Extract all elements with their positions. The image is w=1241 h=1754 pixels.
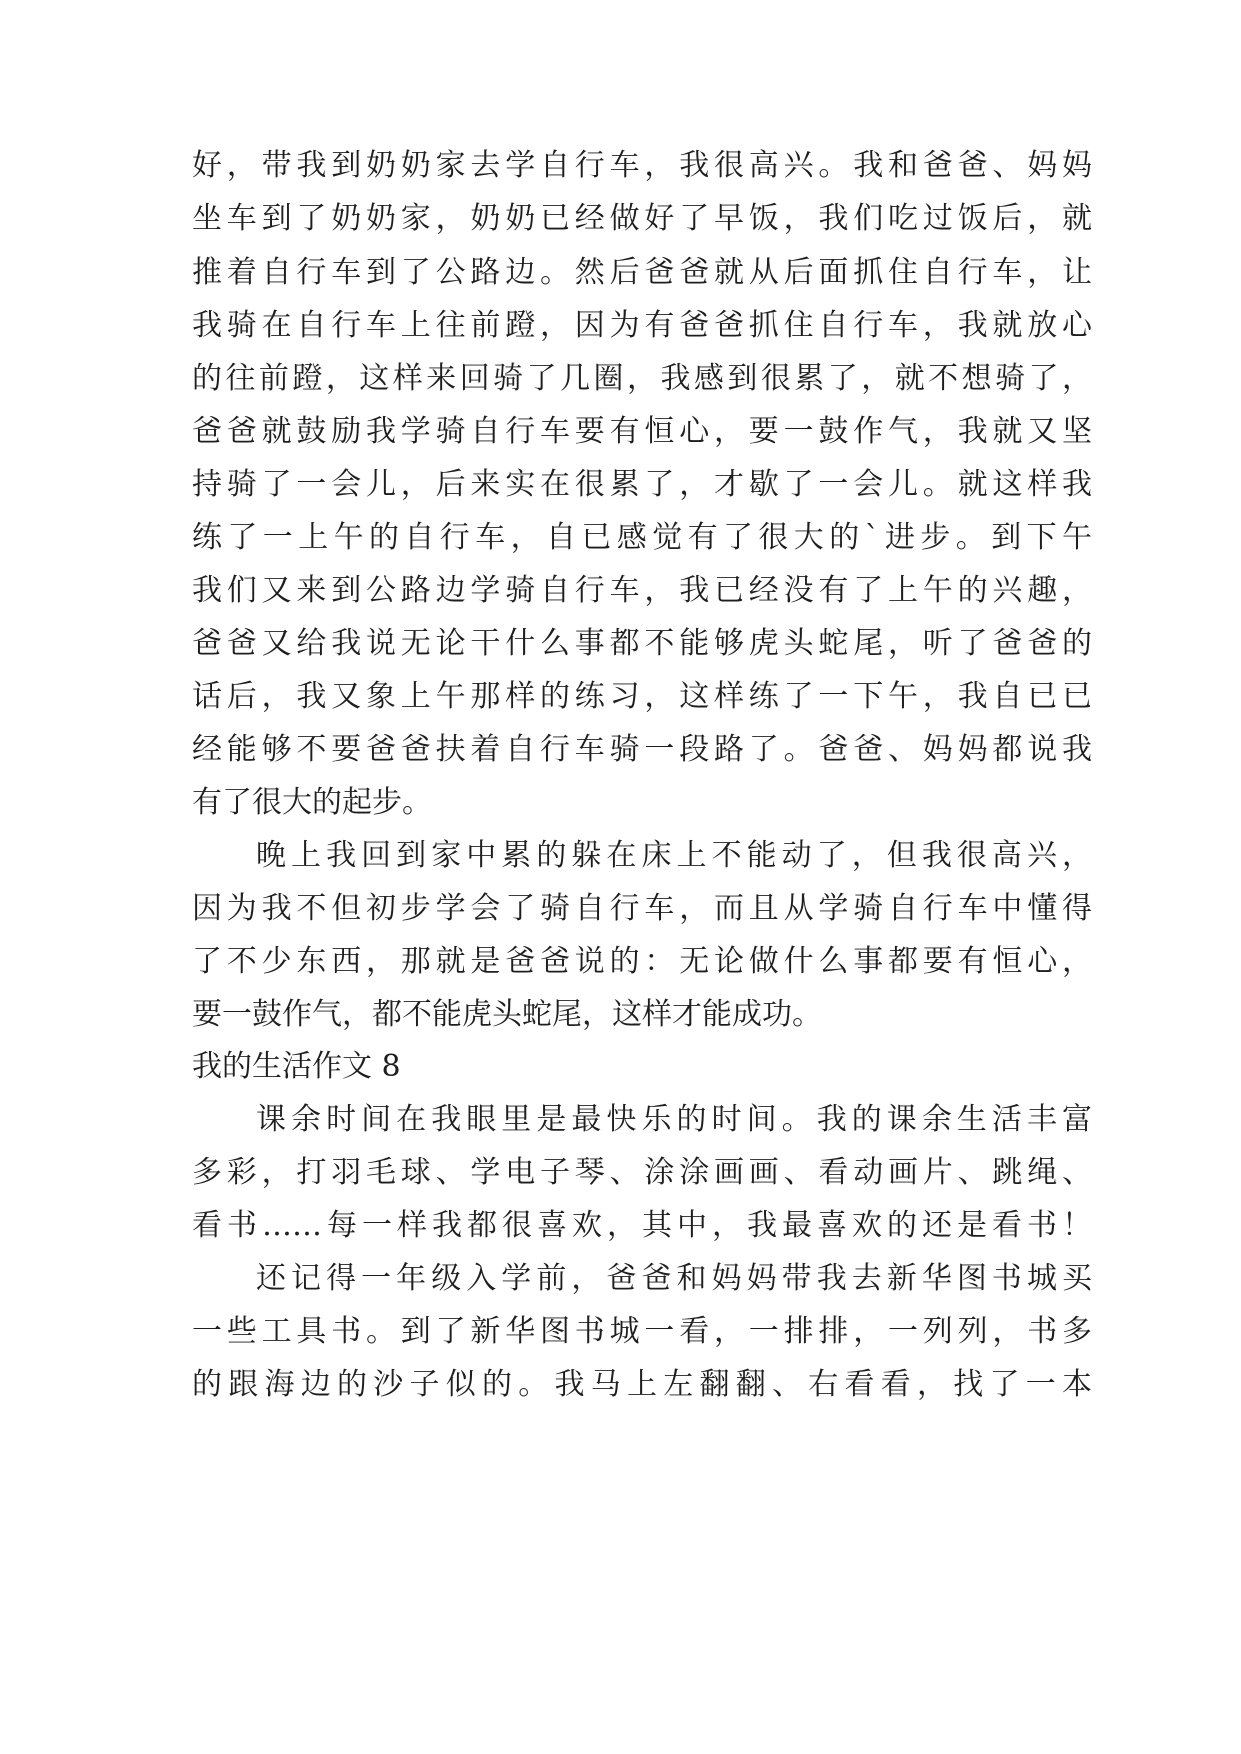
text-line: 爸爸又给我说无论干什么事都不能够虎头蛇尾，听了爸爸的	[192, 626, 1092, 661]
text-line: 看书……每一样我都很喜欢，其中，我最喜欢的还是看书！	[192, 1208, 1092, 1243]
text-line: 坐车到了奶奶家，奶奶已经做好了早饭，我们吃过饭后，就	[192, 201, 1092, 236]
text-line: 练了一上午的自行车，自已感觉有了很大的`进步。到下午	[192, 520, 1092, 555]
text-line: 持骑了一会儿，后来实在很累了，才歇了一会儿。就这样我	[192, 467, 1092, 502]
paragraph-first-line: 还记得一年级入学前，爸爸和妈妈带我去新华图书城买	[256, 1261, 1092, 1296]
text-line: 话后，我又象上午那样的练习，这样练了一下午，我自已已	[192, 679, 1092, 714]
text-line: 经能够不要爸爸扶着自行车骑一段路了。爸爸、妈妈都说我	[192, 732, 1092, 767]
section-heading: 我的生活作文 8	[192, 1049, 401, 1084]
text-line: 推着自行车到了公路边。然后爸爸就从后面抓住自行车，让	[192, 255, 1092, 290]
text-line: 要一鼓作气，都不能虎头蛇尾，这样才能成功。	[192, 997, 822, 1032]
text-line: 因为我不但初步学会了骑自行车，而且从学骑自行车中懂得	[192, 891, 1092, 926]
text-line: 有了很大的起步。	[192, 785, 432, 820]
text-line: 我骑在自行车上往前蹬，因为有爸爸抓住自行车，我就放心	[192, 308, 1092, 343]
paragraph-first-line: 晚上我回到家中累的躲在床上不能动了，但我很高兴，	[256, 838, 1092, 873]
text-line: 一些工具书。到了新华图书城一看，一排排，一列列，书多	[192, 1314, 1092, 1349]
text-line: 了不少东西，那就是爸爸说的：无论做什么事都要有恒心，	[192, 944, 1092, 979]
text-line: 我们又来到公路边学骑自行车，我已经没有了上午的兴趣，	[192, 573, 1092, 608]
text-line: 爸爸就鼓励我学骑自行车要有恒心，要一鼓作气，我就又坚	[192, 414, 1092, 449]
paragraph-first-line: 课余时间在我眼里是最快乐的时间。我的课余生活丰富	[256, 1102, 1092, 1137]
text-line: 好，带我到奶奶家去学自行车，我很高兴。我和爸爸、妈妈	[192, 148, 1092, 183]
text-line: 的跟海边的沙子似的。我马上左翻翻、右看看，找了一本	[192, 1367, 1092, 1402]
text-line: 多彩，打羽毛球、学电子琴、涂涂画画、看动画片、跳绳、	[192, 1155, 1092, 1190]
text-line: 的往前蹬，这样来回骑了几圈，我感到很累了，就不想骑了，	[192, 361, 1092, 396]
